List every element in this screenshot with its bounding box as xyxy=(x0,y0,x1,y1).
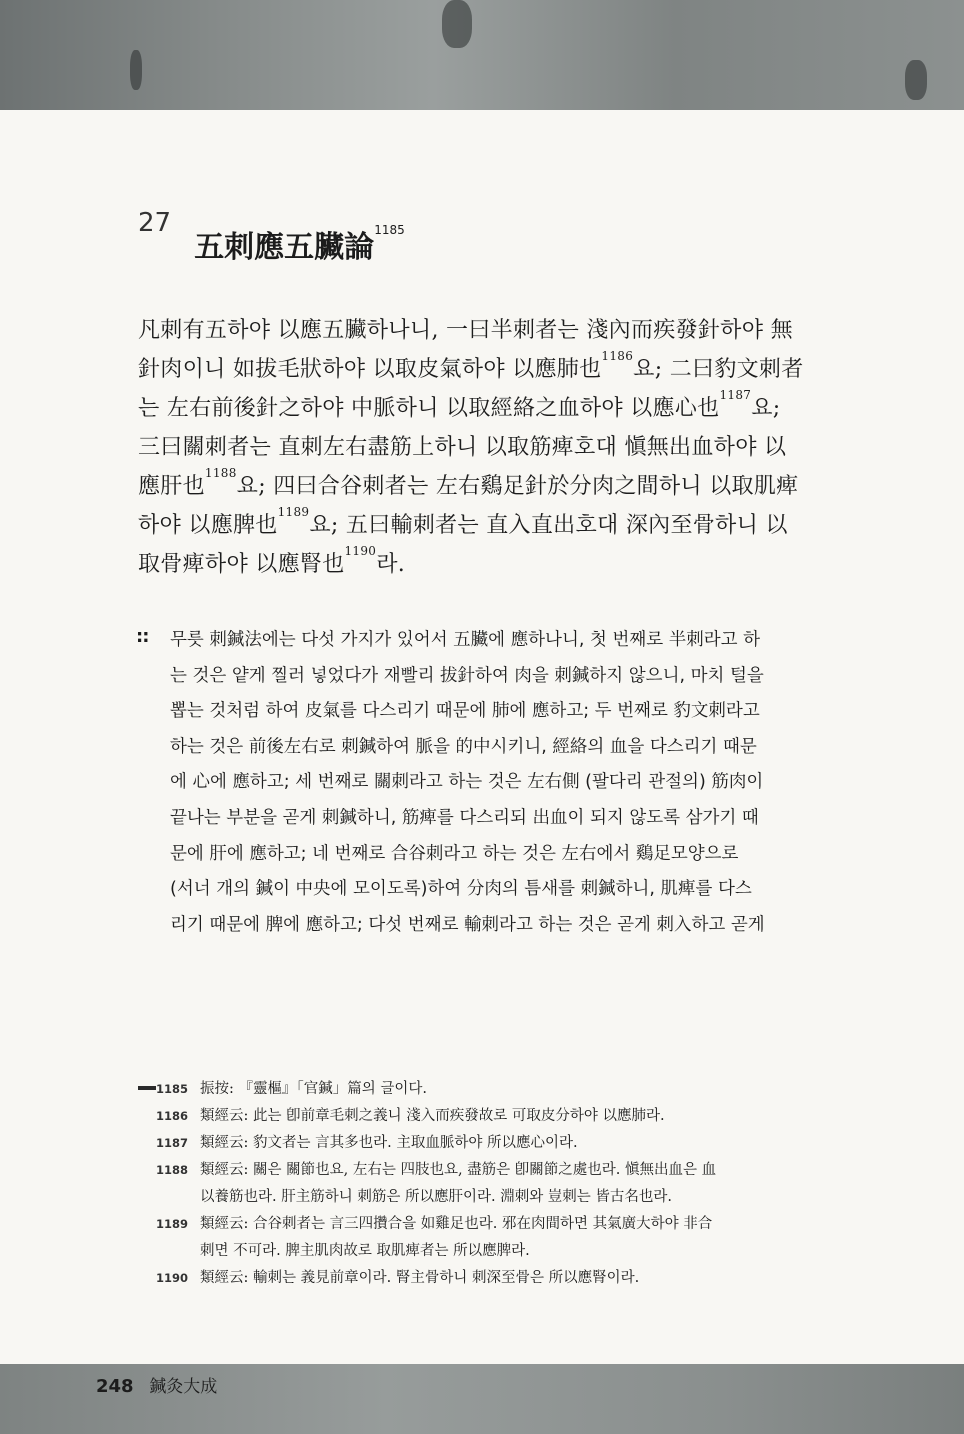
page-footer xyxy=(96,1372,217,1397)
chapter-title xyxy=(194,223,405,265)
footnote-text: 類經云: 豹文者는 言其多也라. 主取血脈하야 所以應心이라. xyxy=(200,1135,578,1151)
footnote xyxy=(156,1130,856,1157)
top-decorative-band xyxy=(0,0,964,110)
band-ink-streak xyxy=(130,50,142,90)
footnotes-block xyxy=(156,1076,856,1292)
translation-line: 끝나는 부분을 곧게 刺鍼하니, 筋痺를 다스리되 出血이 되지 않도록 삼가기 때 xyxy=(170,807,759,828)
footnote xyxy=(156,1103,856,1130)
footnote-ref: 1190 xyxy=(344,544,377,558)
footnote-text: 類經云: 輸刺는 義見前章이라. 腎主骨하니 刺深至骨은 所以應腎이라. xyxy=(200,1270,640,1286)
translation-line: (서너 개의 鍼이 中央에 모이도록)하여 分肉의 틈새를 刺鍼하니, 肌痺를 다스 xyxy=(170,879,752,900)
footnote-number: 1188 xyxy=(156,1163,189,1177)
footnote-text: 類經云: 關은 關節也요, 左右는 四肢也요, 盡筋은 卽關節之處也라. 愼無出血은 血 xyxy=(200,1162,717,1178)
classical-text-segment: 요; xyxy=(751,396,781,421)
classical-line xyxy=(138,428,858,467)
translation-marker: :: xyxy=(136,626,149,647)
classical-text-segment: 하야 以應脾也 xyxy=(138,513,278,538)
footnote xyxy=(156,1157,856,1211)
classical-text-segment: 라. xyxy=(376,552,406,577)
classical-text-segment: 는 左右前後針之하야 中脈하니 以取經絡之血하야 以應心也 xyxy=(138,396,720,421)
classical-line xyxy=(138,545,858,584)
translation-line: 에 心에 應하고; 세 번째로 關刺라고 하는 것은 左右側 (팔다리 관절의) 筋肉이 xyxy=(170,772,764,793)
footnote xyxy=(156,1265,856,1292)
footnote-ref: 1189 xyxy=(277,505,310,519)
translation-line: 문에 肝에 應하고; 네 번째로 合谷刺라고 하는 것은 左右에서 鷄足모양으로 xyxy=(170,843,739,864)
footnote-ref: 1188 xyxy=(204,466,237,480)
footnote-number: 1187 xyxy=(156,1136,189,1150)
chapter-title-text: 五刺應五臟論 xyxy=(194,230,375,265)
footnote-number: 1185 xyxy=(156,1082,189,1096)
classical-text-segment: 取骨痺하야 以應腎也 xyxy=(138,552,345,577)
classical-text-segment: 針肉이니 如拔毛狀하야 以取皮氣하야 以應肺也 xyxy=(138,357,602,382)
footnote-text: 振按: 『靈樞』「官鍼」篇의 글이다. xyxy=(200,1081,427,1097)
classical-text-segment: 應肝也 xyxy=(138,474,205,499)
footnote-text: 刺면 不可라. 脾主肌肉故로 取肌痺者는 所以應脾라. xyxy=(200,1243,530,1259)
footnote-ref: 1185 xyxy=(374,223,405,237)
classical-line xyxy=(138,467,858,506)
translation-line: 무릇 刺鍼法에는 다섯 가지가 있어서 五臟에 應하나니, 첫 번째로 半刺라고 하 xyxy=(170,630,761,650)
classical-text-segment: 요; 二曰豹文刺者 xyxy=(633,357,804,382)
footnote xyxy=(156,1076,856,1103)
classical-line xyxy=(138,389,858,428)
footnote-rule xyxy=(138,1086,156,1090)
classical-line xyxy=(138,350,858,389)
classical-text-segment: 三曰關刺者는 直刺左右盡筋上하니 以取筋痺호대 愼無出血하야 以 xyxy=(138,435,787,460)
classical-text-segment: 요; 五曰輸刺者는 直入直出호대 深內至骨하니 以 xyxy=(309,513,788,538)
translation-line: 리기 때문에 脾에 應하고; 다섯 번째로 輸刺라고 하는 것은 곧게 刺入하고 곧게 xyxy=(170,914,765,935)
band-ink-streak xyxy=(905,60,927,100)
footnote-number: 1190 xyxy=(156,1271,189,1285)
chapter-heading xyxy=(138,208,405,265)
footnote-ref: 1187 xyxy=(719,388,752,402)
footnote-number: 1186 xyxy=(156,1109,189,1123)
translation-line: 뽑는 것처럼 하여 皮氣를 다스리기 때문에 肺에 應하고; 두 번째로 豹文刺라고 xyxy=(170,701,760,722)
footnote-number: 1189 xyxy=(156,1217,189,1231)
footnote-ref: 1186 xyxy=(601,349,634,363)
footnote xyxy=(156,1211,856,1265)
book-title: 鍼灸大成 xyxy=(149,1377,218,1397)
translation-line: 는 것은 얕게 찔러 넣었다가 재빨리 拔針하여 肉을 刺鍼하지 않으니, 마치 털을 xyxy=(170,665,764,686)
footnote-text: 類經云: 此는 卽前章毛刺之義니 淺入而疾發故로 可取皮分하야 以應肺라. xyxy=(200,1108,665,1124)
classical-line xyxy=(138,506,858,545)
footnote-text: 以養筋也라. 肝主筋하니 刺筋은 所以應肝이라. 淵刺와 豈刺는 皆古名也라. xyxy=(200,1189,673,1205)
footnote-text: 類經云: 合谷刺者는 言三四攢合을 如雞足也라. 邪在肉間하면 其氣廣大하야 非合 xyxy=(200,1216,713,1232)
page-number: 248 xyxy=(96,1376,134,1397)
classical-text-segment: 요; 四曰合谷刺者는 左右鷄足針於分肉之間하니 以取肌痺 xyxy=(236,474,799,499)
translation-block xyxy=(170,623,860,943)
classical-text-block xyxy=(138,311,858,584)
translation-line: 하는 것은 前後左右로 刺鍼하여 脈을 的中시키니, 經絡의 血을 다스리기 때문 xyxy=(170,736,757,757)
chapter-number: 27 xyxy=(138,208,172,238)
classical-line xyxy=(138,311,858,350)
band-ink-streak xyxy=(442,0,472,48)
classical-text-segment: 凡刺有五하야 以應五臟하나니, 一曰半刺者는 淺內而疾發針하야 無 xyxy=(138,318,793,343)
